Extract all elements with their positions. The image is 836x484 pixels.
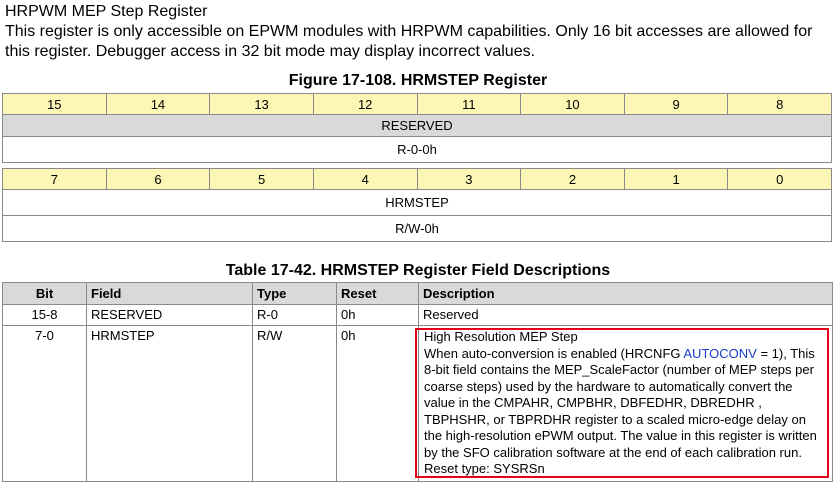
bit-number: 15 (3, 94, 107, 115)
bit-number: 4 (313, 169, 417, 190)
bit-number: 0 (728, 169, 832, 190)
header-type: Type (253, 283, 337, 305)
row-bit: 7-0 (3, 326, 87, 482)
register-bit-diagram (2, 93, 832, 242)
bit-number: 2 (521, 169, 625, 190)
bit-number: 7 (3, 169, 107, 190)
field-descriptions-table (2, 282, 833, 482)
autoconv-link[interactable]: AUTOCONV (683, 345, 757, 361)
bit-number: 10 (521, 94, 625, 115)
table-row (3, 326, 833, 482)
bit-number: 13 (210, 94, 314, 115)
upper-field-access: R-0-0h (3, 137, 832, 163)
table-caption: Table 17-42. HRMSTEP Register Field Descriptions (225, 262, 611, 279)
row-reset: 0h (337, 305, 419, 326)
upper-bit-numbers (3, 94, 832, 115)
bit-number: 9 (624, 94, 728, 115)
row-type: R-0 (253, 305, 337, 326)
row-description (419, 326, 833, 482)
lower-bit-numbers (3, 169, 832, 190)
header-bit: Bit (3, 283, 87, 305)
bit-number: 12 (313, 94, 417, 115)
row-description: Reserved (419, 305, 833, 326)
row-field: RESERVED (87, 305, 253, 326)
row-field: HRMSTEP (87, 326, 253, 482)
row-type: R/W (253, 326, 337, 482)
table-header-row (3, 283, 833, 305)
figure-caption: Figure 17-108. HRMSTEP Register (288, 72, 548, 89)
register-title: HRPWM MEP Step Register (5, 3, 208, 20)
table-row (3, 305, 833, 326)
row-reset: 0h (337, 326, 419, 482)
header-field: Field (87, 283, 253, 305)
bit-number: 5 (210, 169, 314, 190)
bit-number: 14 (106, 94, 210, 115)
bit-number: 11 (417, 94, 521, 115)
header-description: Description (419, 283, 833, 305)
desc-reset-type: Reset type: SYSRSn (424, 461, 545, 476)
upper-field-name: RESERVED (3, 115, 832, 137)
lower-field-access: R/W-0h (3, 216, 832, 242)
desc-title: High Resolution MEP Step (424, 329, 578, 344)
register-intro: This register is only accessible on EPWM modules with HRPWM capabilities. Only 16 bit accesses are allowed for this register. Debugger access in 32 bit mode may display incorrect values. (5, 23, 813, 60)
row-bit: 15-8 (3, 305, 87, 326)
desc-pre: When auto-conversion is enabled (HRCNFG (424, 345, 684, 361)
bit-number: 1 (624, 169, 728, 190)
desc-body (424, 346, 827, 462)
lower-field-name: HRMSTEP (3, 190, 832, 216)
bit-number: 6 (106, 169, 210, 190)
bit-number: 3 (417, 169, 521, 190)
bit-number: 8 (728, 94, 832, 115)
desc-post: = 1), This 8-bit field contains the MEP_ScaleFactor (number of MEP steps per coarse steps) used by the hardware to automatically convert the value in the CMPAHR, CMPBHR, DBFEDHR, DBREDHR , TBPHSHR, or TBPRDHR register to a scaled micro-edge delay on the high-resolution ePWM output. The value in this register is written by the SFO calibration software at the end of each calibration run. (424, 345, 817, 460)
header-reset: Reset (337, 283, 419, 305)
